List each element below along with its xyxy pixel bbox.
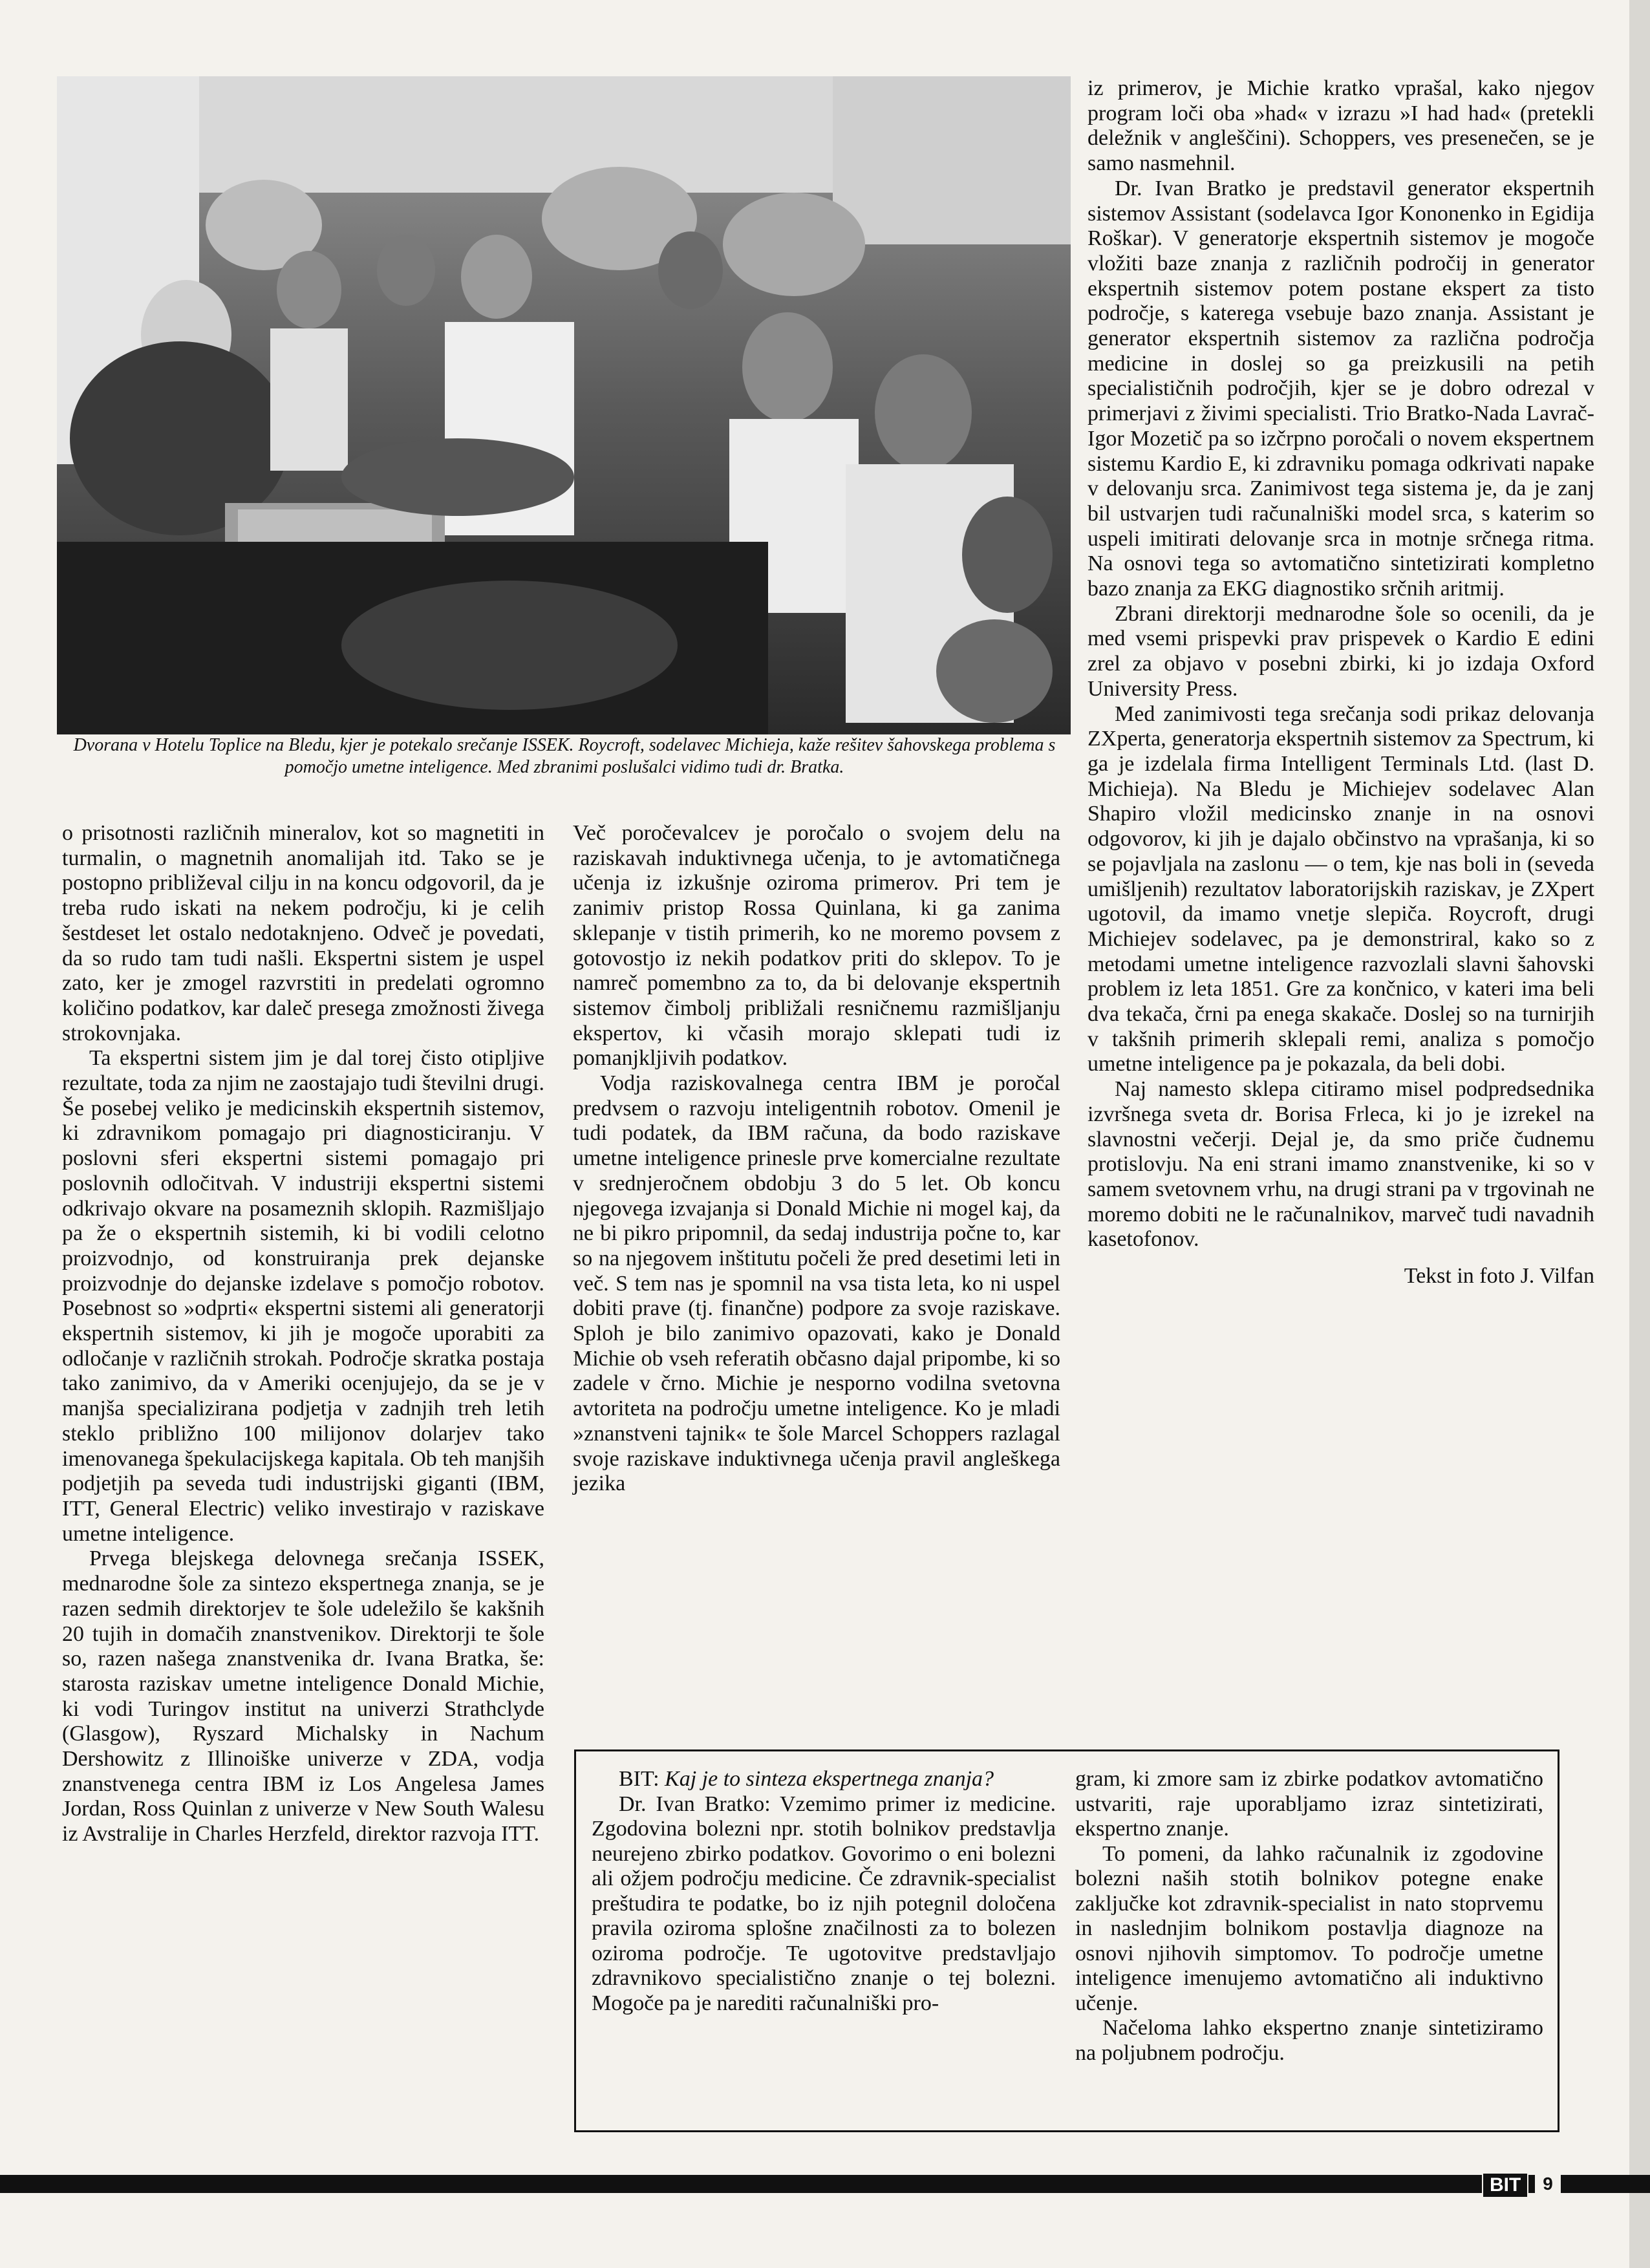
paragraph: Več poročevalcev je poročalo o svojem delu na raziskavah induktivnega učenja, to je avtomatičnega učenja iz izkušnje oziroma primerov. Pri tem je zanimiv pristop Rossa Quinlana, ki ga zanima sklepanje v tistih primerih, ko ne moremo povsem z gotovostjo iz nekih podatkov priti do sklepov. To je namreč pomembno za to, da bi delovanje ekspertnih sistemov čimbolj približali resničnemu razmišljanju ekspertov, ki včasih morajo sklepati tudi iz pomanjkljivih podatkov. bbox=[573, 821, 1060, 1071]
question-text: Kaj je to sinteza ekspertnega znanja? bbox=[665, 1767, 994, 1791]
author-credit: Tekst in foto J. Vilfan bbox=[1404, 1264, 1594, 1289]
interview-column-2 bbox=[1075, 1767, 1543, 2066]
paragraph: Prvega blejskega delovnega srečanja ISSEK, mednarodne šole za sintezo ekspertnega znanja, se je razen sedmih direktorjev te šole udeležilo še kakšnih 20 tujih in domačih znanstvenikov. Direktorji te šole so, razen našega znanstvenika dr. Ivana Bratka, še: starosta raziskav umetne inteligence Donald Michie, ki vodi Turingov institut na univerzi Strathclyde (Glasgow), Ryszard Michalsky in Nachum Dershowitz z Illinoiške univerze v ZDA, vodja znanstvenega centra IBM iz Los Angelesa James Jordan, Ross Quinlan z univerze v New South Walesu iz Avstralije in Charles Herzfeld, direktor razvoja ITT. bbox=[62, 1546, 544, 1846]
interview-answer: Načeloma lahko ekspertno znanje sintetiziramo na poljubnem področju. bbox=[1075, 2016, 1543, 2065]
interview-question bbox=[592, 1767, 1056, 1792]
paragraph: o prisotnosti različnih mineralov, kot so magnetiti in turmalin, o magnetnih anomalijah itd. Tako se je postopno približeval cilju in na koncu odgovoril, da je treba rudo iskati na nekem področju, ki je celih šestdeset let ostalo nedotaknjeno. Odveč je povedati, da so rudo tam tudi našli. Ekspertni sistem je uspel zato, ker je zmogel razvrstiti in predelati ogromno količino podatkov, kar daleč presega zmožnosti živega strokovnjaka. bbox=[62, 821, 544, 1045]
paragraph: Naj namesto sklepa citiramo misel podpredsednika izvršnega sveta dr. Borisa Frleca, ki jo je izrekel na slavnostni večerji. Dejal je, da smo priče čudnemu protislovju. Na eni strani imamo znanstvenike, ki so v samem svetovnem vrhu, na drugi strani pa v trgovinah ne moremo dobiti ne le računalnikov, marveč tudi navadnih kasetofonov. bbox=[1088, 1077, 1594, 1252]
paragraph: Ta ekspertni sistem jim je dal torej čisto otipljive rezultate, toda za njim ne zaostajajo tudi številni drugi. Še posebej veliko je medicinskih ekspertnih sistemov, ki zdravnikom pomagajo pri diagnosticiranju. V poslovni sferi ekspertni sistemi pomagajo pri poslovnih odločitvah. V industriji ekspertni sistemi odkrivajo okvare na posameznih sklopih. Razmišljajo pa že o ekspertnih sistemih, ki bi vodili celotno proizvodnjo, od konstruiranja prek dejanske proizvodnje do dejanske izdelave s pomočjo robotov. Posebnost so »odprti« ekspertni sistemi ali generatorji ekspertnih sistemov, ki jih je mogoče uporabiti za odločanje v različnih strokah. Področje skratka postaja tako zanimivo, da v Ameriki ocenjujejo, da se je v manjša specializirana podjetja v zadnjih treh letih steklo približno 100 milijonov dolarjev tako imenovanega špekulacijskega kapitala. Ob teh manjših podjetjih pa seveda tudi industrijski giganti (IBM, ITT, General Electric) veliko investirajo v raziskave umetne inteligence. bbox=[62, 1046, 544, 1546]
meeting-photo-illustration bbox=[57, 76, 1071, 734]
paragraph: iz primerov, je Michie kratko vprašal, kako njegov program loči oba »had« v izrazu »I had had« (pretekli deležnik v angleščini). Schoppers, ves presenečen, se je samo nasmehnil. bbox=[1088, 76, 1594, 176]
article-column-2 bbox=[573, 821, 1060, 1497]
footer-bar bbox=[0, 2175, 1650, 2193]
magazine-logo: BIT bbox=[1482, 2172, 1528, 2198]
meeting-photo bbox=[57, 76, 1071, 734]
interview-answer-continued: gram, ki zmore sam iz zbirke podatkov avtomatično ustvariti, raje uporabljamo izraz sintetizirati, ekspertno znanje. bbox=[1075, 1767, 1543, 1841]
article-column-1 bbox=[62, 821, 544, 1847]
paragraph: Zbrani direktorji mednarodne šole so ocenili, da je med vsemi prispevki prav prispevek o Kardio E edini zrel za objavo v posebni zbirki, ki jo izdaja Oxford University Press. bbox=[1088, 601, 1594, 701]
paragraph: Med zanimivosti tega srečanja sodi prikaz delovanja ZXperta, generatorja ekspertnih sistemov za Spectrum, ki ga je izdelala firma Intelligent Terminals Ltd. (last D. Michieja). Na Bledu je Michiejev sodelavec Alan Shapiro vložil medicinsko znanje in na osnovi odgovorov, ki jih je dajalo občinstvo na vprašanja, ki so se pojavljala na zaslonu — o tem, kje nas boli in (seveda umišljenih) rezultatov laboratorijskih raziskav, je ZXpert ugotovil, da imamo vnetje slepiča. Roycroft, drugi Michiejev sodelavec, pa je demonstriral, kako so z metodami umetne inteligence razvozlali slavni šahovski problem iz leta 1851. Gre za končnico, v kateri ima beli dva tekača, črni pa enega skakače. Doslej so na turnirjih v takšnih primerih sklepali remi, analiza s pomočjo umetne inteligence pa je pokazala, da beli dobi. bbox=[1088, 701, 1594, 1076]
photo-caption: Dvorana v Hotelu Toplice na Bledu, kjer je potekalo srečanje ISSEK. Roycroft, sodelavec Michieja, kaže rešitev šahovskega problema s pomočjo umetne inteligence. Med zbranimi poslušalci vidimo tudi dr. Bratka. bbox=[73, 735, 1056, 777]
page-number: 9 bbox=[1535, 2172, 1561, 2196]
article-column-3 bbox=[1088, 76, 1594, 1289]
interview-answer: Dr. Ivan Bratko: Vzemimo primer iz medicine. Zgodovina bolezni npr. stotih bolnikov predstavlja neurejeno zbirko podatkov. Govorimo o eni bolezni ali ožjem področju medicine. Če zdravnik-specialist preštudira te podatke, bo iz njih potegnil določena pravila oziroma splošne značilnosti za to bolezen oziroma področje. Te ugotovitve predstavljajo zdravnikovo specialistično znanje o tej bolezni. Mogoče pa je narediti računalniški pro- bbox=[592, 1792, 1056, 2015]
paragraph: Dr. Ivan Bratko je predstavil generator ekspertnih sistemov Assistant (sodelavca Igor Kononenko in Egidija Roškar). V generatorje ekspertnih sistemov je mogoče vložiti baze znanja z različnih področij in generator ekspertnih sistemov potem postane ekspert za tisto področje, s katerega vsebuje bazo znanja. Assistant je generator ekspertnih sistemov za različna področja medicine in doslej so ga preizkusili na petih specialističnih področjih, kjer se je dobro odrezal v primerjavi z živimi specialisti. Trio Bratko-Nada Lavrač-Igor Mozetič pa so izčrpno poročali o novem ekspertnem sistemu Kardio E, ki zdravniku pomaga odkrivati napake v delovanju srca. Zanimivost tega sistema je, da je zanj bil ustvarjen tudi računalniški model srca, s katerim so uspeli imitirati delovanje srca in motnje srčnega ritma. Na osnovi tega so avtomatično sintetizirati kompletno bazo znanja za EKG diagnostiko srčnih aritmij. bbox=[1088, 176, 1594, 601]
paragraph: Vodja raziskovalnega centra IBM je poročal predvsem o razvoju inteligentnih robotov. Omenil je tudi podatek, da IBM računa, da bodo raziskave umetne inteligence prinesle prve komercialne rezultate v srednjeročnem obdobju 3 do 5 let. Ob koncu njegovega izvajanja si Donald Michie ni mogel kaj, da ne bi pikro pripomnil, da sedaj industrija počne to, kar so na njegovem inštitutu počeli že pred desetimi leti in več. S tem nas je spomnil na vsa tista leta, ko ni uspel dobiti prave (tj. finančne) podpore za svoje raziskave. Sploh je bilo zanimivo opazovati, kako je Donald Michie ob vseh referatih občasno dajal pripombe, ki so zadele v črno. Michie je nesporno vodilna svetovna avtoriteta na področju umetne inteligence. Ko je mladi »znanstveni tajnik« te šole Marcel Schoppers razlagal svoje raziskave induktivnega učenja pravil angleškega jezika bbox=[573, 1071, 1060, 1496]
interview-answer: To pomeni, da lahko računalnik iz zgodovine bolezni naših stotih bolnikov potegne enake zaključke kot zdravnik-specialist in nato stoprvemu in naslednjim bolnikom postavlja diagnoze na osnovi njihovih simptomov. To področje umetne inteligence imenujemo avtomatično ali induktivno učenje. bbox=[1075, 1841, 1543, 2015]
page-edge bbox=[1629, 0, 1650, 2268]
interview-box bbox=[574, 1749, 1559, 2132]
question-label: BIT: bbox=[619, 1767, 659, 1791]
interview-column-1 bbox=[592, 1767, 1056, 2016]
